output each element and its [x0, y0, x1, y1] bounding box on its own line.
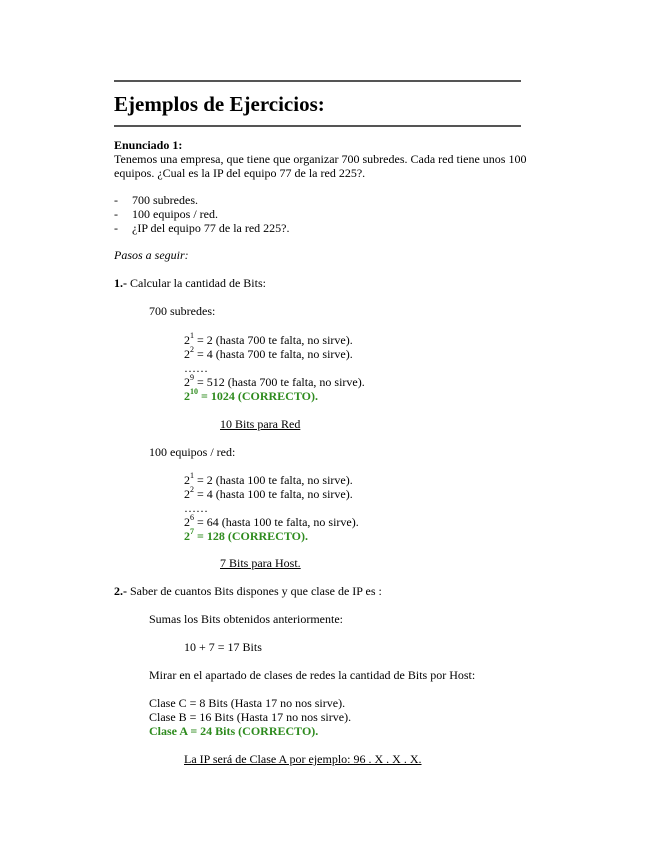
clase-line: Clase B = 16 Bits (Hasta 17 no nos sirve).: [149, 710, 352, 724]
power-line-correct: $2^{10} = 1024$ (CORRECTO).: [184, 387, 318, 403]
power-line: $2^1 = 2$ (hasta 100 te falta, no sirve).: [184, 471, 353, 487]
top-rule: [114, 80, 521, 82]
conclusion: La IP será de Clase A por ejemplo: 96 . X . X . X.: [184, 752, 422, 766]
bullet-item: - ¿IP del equipo 77 de la red 225?.: [114, 221, 290, 235]
title-rule: [114, 125, 521, 127]
power-line: $2^2 = 4$ (hasta 700 te falta, no sirve).: [184, 345, 353, 361]
pasos-heading: Pasos a seguir:: [114, 248, 189, 262]
equipos-heading: 100 equipos / red:: [149, 445, 236, 459]
page-title: Ejemplos de Ejercicios:: [114, 92, 325, 116]
red-bits-result: 10 Bits para Red: [220, 417, 301, 431]
sumas-text: Sumas los Bits obtenidos anteriormente:: [149, 612, 343, 626]
bullet-item: - 100 equipos / red.: [114, 207, 218, 221]
bullet-item: - 700 subredes.: [114, 193, 198, 207]
power-line: $2^1 = 2$ (hasta 700 te falta, no sirve).: [184, 331, 353, 347]
bullet-marker: -: [114, 207, 118, 221]
clase-line-correct: Clase A = 24 Bits (CORRECTO).: [149, 724, 319, 738]
clase-line: Clase C = 8 Bits (Hasta 17 no nos sirve).: [149, 696, 346, 710]
power-line: $2^2 = 4$ (hasta 100 te falta, no sirve).: [184, 485, 353, 501]
subredes-heading: 700 subredes:: [149, 304, 216, 318]
ellipsis: ……: [184, 501, 208, 515]
ellipsis: ……: [184, 361, 208, 375]
enunciado-line-1: Tenemos una empresa, que tiene que organizar 700 subredes. Cada red tiene unos 100: [114, 152, 527, 166]
bullet-marker: -: [114, 221, 118, 235]
mirar-text: Mirar en el apartado de clases de redes la cantidad de Bits por Host:: [149, 668, 476, 682]
host-bits-result: 7 Bits para Host.: [220, 556, 301, 570]
sum-line: 10 + 7 = 17 Bits: [184, 640, 262, 654]
enunciado-heading: Enunciado 1:: [114, 138, 183, 152]
enunciado-line-2: equipos. ¿Cual es la IP del equipo 77 de la red 225?.: [114, 166, 366, 180]
step-2: 2.- Saber de cuantos Bits dispones y que clase de IP es :: [114, 584, 382, 598]
power-line-correct: $2^7 = 128$ (CORRECTO).: [184, 527, 308, 543]
power-line: $2^6 = 64$ (hasta 100 te falta, no sirve).: [184, 513, 359, 529]
step-1: 1.- Calcular la cantidad de Bits:: [114, 276, 266, 290]
bullet-marker: -: [114, 193, 118, 207]
power-line: $2^9 = 512$ (hasta 700 te falta, no sirve).: [184, 373, 365, 389]
